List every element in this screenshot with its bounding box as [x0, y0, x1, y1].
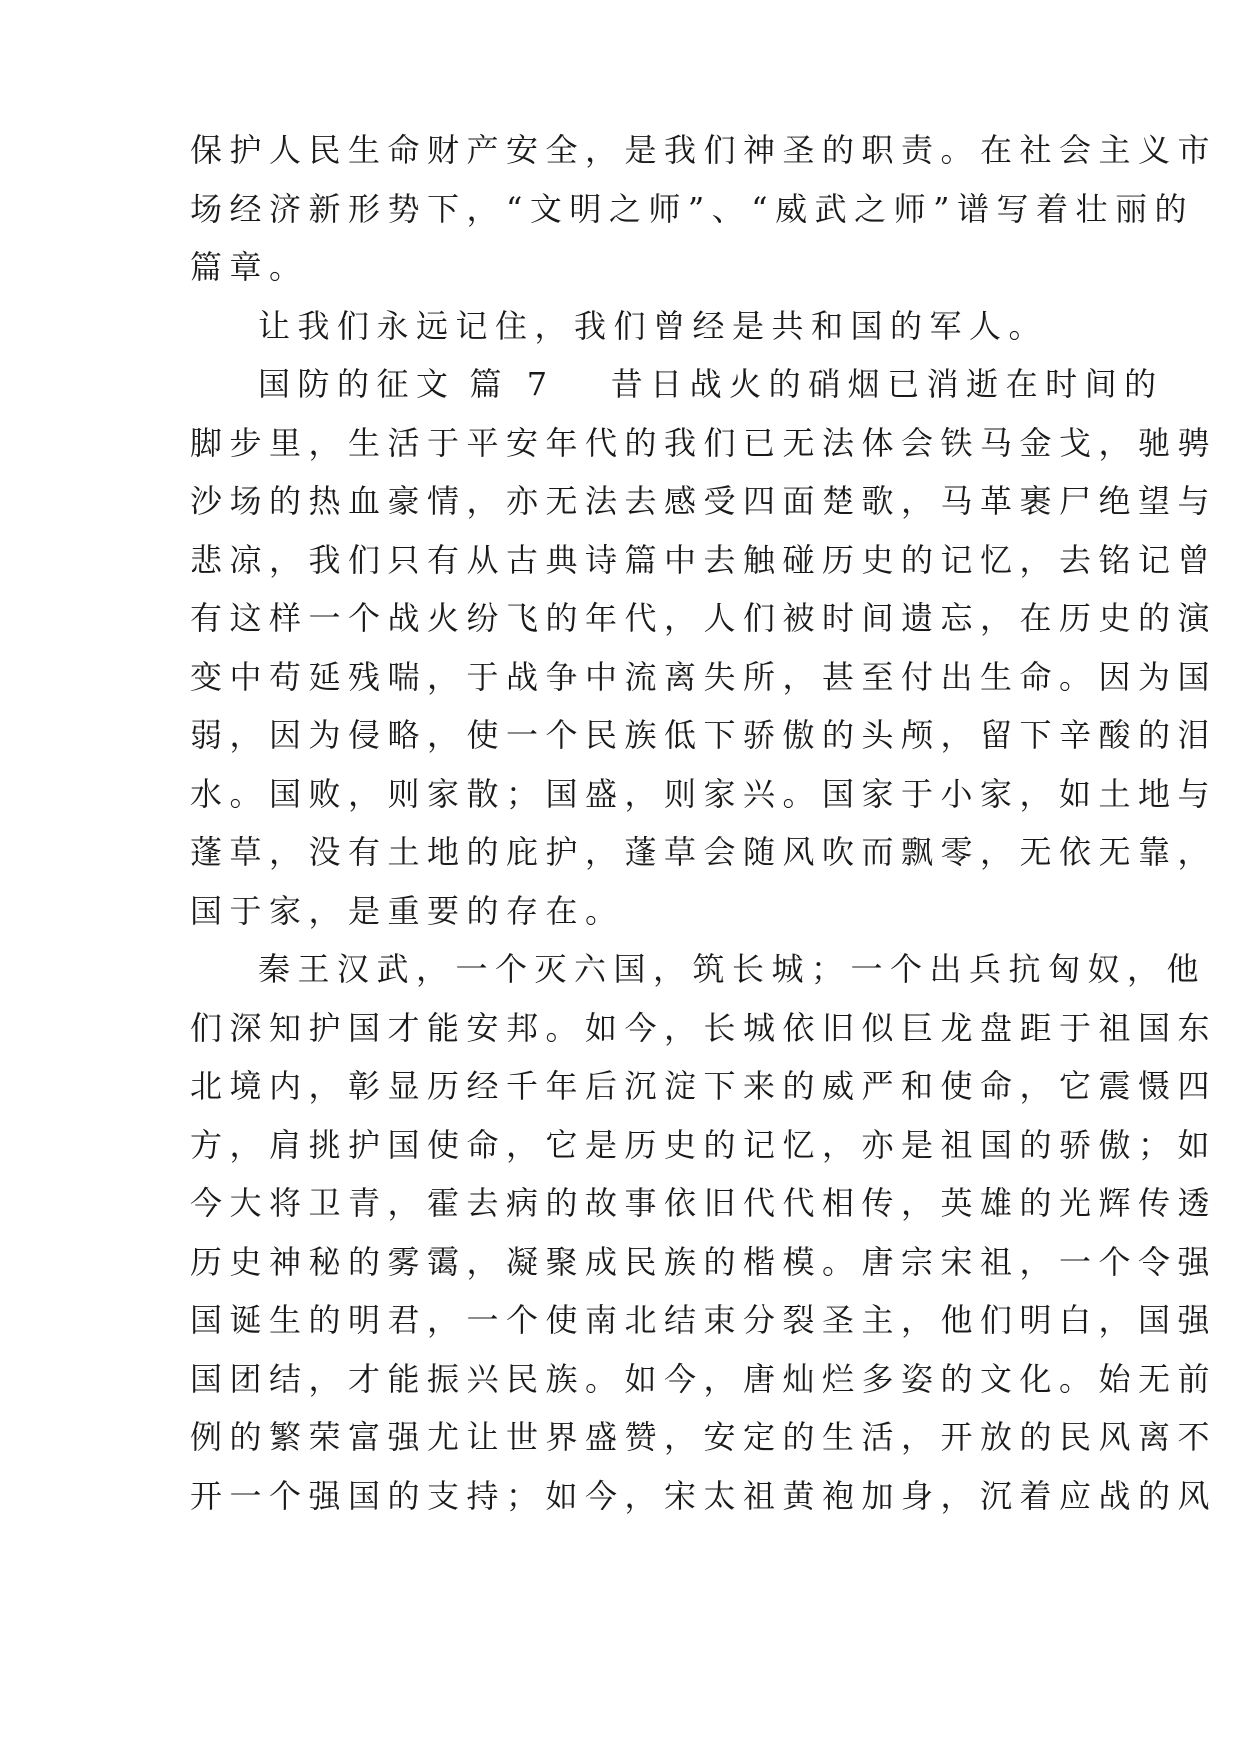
text-line: 变中苟延残喘，于战争中流离失所，甚至付出生命。因为国 [190, 657, 1218, 696]
text-line: 历史神秘的雾霭，凝聚成民族的楷模。唐宗宋祖，一个令强 [190, 1242, 1218, 1281]
text-line: 沙场的热血豪情，亦无法去感受四面楚歌，马革裹尸绝望与 [190, 482, 1218, 520]
text-line: 例的繁荣富强尤让世界盛赞，安定的生活，开放的民风离不 [190, 1418, 1218, 1456]
text-line: 北境内，彰显历经千年后沉淀下来的威严和使命，它震慑四 [190, 1067, 1218, 1105]
text-line: 悲凉，我们只有从古典诗篇中去触碰历史的记忆，去铭记曾 [190, 540, 1218, 579]
text-line: 弱，因为侵略，使一个民族低下骄傲的头颅，留下辛酸的泪 [190, 716, 1218, 754]
text-line: 国团结，才能振兴民族。如今，唐灿烂多姿的文化。始无前 [190, 1359, 1218, 1398]
text-line: 脚步里，生活于平安年代的我们已无法体会铁马金戈，驰骋 [190, 423, 1218, 462]
text-line: 国诞生的明君，一个使南北结束分裂圣主，他们明白，国强 [190, 1301, 1218, 1339]
text-line: 篇章。 [190, 248, 309, 286]
text-line: 保护人民生命财产安全，是我们神圣的职责。在社会主义市 [190, 131, 1218, 169]
text-line: 让我们永远记住，我们曾经是共和国的军人。 [258, 306, 1049, 345]
text-line: 们深知护国才能安邦。如今，长城依旧似巨龙盘距于祖国东 [190, 1008, 1218, 1047]
text-line: 场经济新形势下，“文明之师”、“威武之师”谱写着壮丽的 [190, 189, 1194, 228]
essay-title: 国防的征文 [258, 365, 456, 403]
text-line: 国于家，是重要的存在。 [190, 891, 625, 930]
text-line: 方，肩挑护国使命，它是历史的记忆，亦是祖国的骄傲；如 [190, 1125, 1218, 1164]
text-line: 蓬草，没有土地的庇护，蓬草会随风吹而飘零，无依无靠， [190, 833, 1218, 871]
text-line: 水。国败，则家散；国盛，则家兴。国家于小家，如土地与 [190, 774, 1218, 813]
text-line: 有这样一个战火纷飞的年代，人们被时间遗忘，在历史的演 [190, 599, 1218, 637]
section-label: 篇 7 [469, 365, 555, 403]
document-body [190, 121, 1218, 1525]
text-line: 开一个强国的支持；如今，宋太祖黄袍加身，沉着应战的风 [190, 1476, 1218, 1515]
text-line: 秦王汉武，一个灭六国，筑长城；一个出兵抗匈奴，他 [258, 950, 1207, 988]
section-heading-line [190, 355, 1164, 414]
paragraph-lead: 昔日战火的硝烟已消逝在时间的 [610, 365, 1164, 403]
text-line: 今大将卫青，霍去病的故事依旧代代相传，英雄的光辉传透 [190, 1184, 1218, 1222]
